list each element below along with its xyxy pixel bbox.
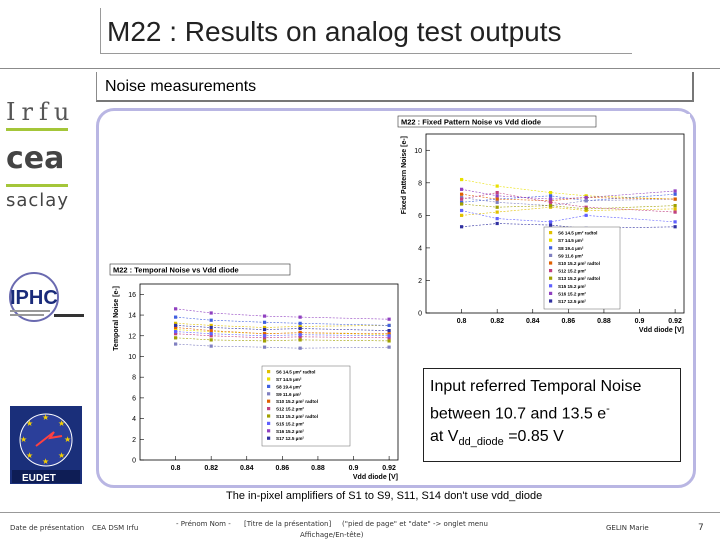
y-tick-label: 2 xyxy=(132,436,136,444)
legend-entry: S15 15.2 µm² xyxy=(558,283,586,289)
y-tick-label: 6 xyxy=(418,212,422,220)
cea-logo-mark: cea xyxy=(6,141,65,176)
data-point xyxy=(299,347,302,350)
data-point xyxy=(210,329,213,332)
x-tick-label: 0.88 xyxy=(311,465,325,472)
legend-marker xyxy=(267,429,270,432)
y-tick-label: 10 xyxy=(414,147,422,155)
logo-divider xyxy=(6,128,68,131)
data-point xyxy=(460,188,463,191)
data-point xyxy=(210,332,213,335)
callout-line-3-value: =0.85 V xyxy=(503,428,564,446)
y-tick-label: 10 xyxy=(128,353,136,361)
legend-entry: S17 12.5 µm² xyxy=(276,436,304,442)
data-point xyxy=(496,197,499,200)
data-point xyxy=(549,194,552,197)
data-point xyxy=(210,319,213,322)
data-point xyxy=(549,201,552,204)
data-point xyxy=(263,334,266,337)
data-point xyxy=(210,338,213,341)
footer-menu-hint-2: Affichage/En-tête) xyxy=(300,531,364,539)
eudet-logo-text: EUDET xyxy=(22,473,56,484)
footer-menu-hint: ("pied de page" et "date" -> onglet menu xyxy=(342,520,488,528)
temporal-noise-chart xyxy=(106,262,404,481)
data-point xyxy=(496,184,499,187)
data-point xyxy=(496,222,499,225)
legend-entry: S6 14.5 µm² radtol xyxy=(276,369,316,375)
x-axis-label: Vdd diode [V] xyxy=(352,474,398,481)
y-tick-label: 2 xyxy=(418,277,422,285)
data-point xyxy=(174,342,177,345)
svg-text:★: ★ xyxy=(42,457,50,466)
svg-text:★: ★ xyxy=(58,419,66,428)
data-point xyxy=(496,217,499,220)
legend-marker xyxy=(549,254,552,257)
iphc-logo-text: IPHC xyxy=(10,287,58,309)
footer-author: GELIN Marie xyxy=(606,524,649,532)
x-tick-label: 0.86 xyxy=(561,318,576,325)
data-point xyxy=(549,197,552,200)
data-point xyxy=(299,333,302,336)
y-tick-label: 4 xyxy=(418,245,422,253)
data-point xyxy=(460,202,463,205)
data-point xyxy=(174,316,177,319)
y-tick-label: 16 xyxy=(128,291,136,299)
data-point xyxy=(388,334,391,337)
legend-marker xyxy=(549,261,552,264)
legend-marker xyxy=(549,299,552,302)
y-tick-label: 4 xyxy=(132,416,136,424)
svg-text:★: ★ xyxy=(64,435,72,444)
x-tick-label: 0.82 xyxy=(490,318,504,325)
legend-entry: S15 15.2 µm² xyxy=(276,421,304,427)
data-point xyxy=(299,327,302,330)
legend-entry: S13 15.2 µm² radtol xyxy=(276,414,318,419)
y-axis-label: Fixed Pattern Noise [e-] xyxy=(401,136,408,215)
data-point xyxy=(388,339,391,342)
data-point xyxy=(299,322,302,325)
legend-marker xyxy=(267,385,270,388)
legend-entry: S12 15.2 µm² xyxy=(276,406,304,412)
iphc-logo xyxy=(4,270,88,324)
legend-marker xyxy=(549,231,552,234)
callout-line-3-text: at V xyxy=(430,428,459,446)
x-tick-label: 0.9 xyxy=(634,318,645,325)
callout-electron-sup: - xyxy=(606,403,610,415)
irfu-logo-text: Irfu xyxy=(6,98,76,126)
svg-text:★: ★ xyxy=(26,419,34,428)
legend-marker xyxy=(549,284,552,287)
legend-entry: S16 15.2 µm² xyxy=(276,428,304,434)
saclay-logo: saclay xyxy=(6,190,69,211)
x-tick-label: 0.92 xyxy=(668,318,682,325)
data-point xyxy=(460,193,463,196)
footer-name: - Prénom Nom - xyxy=(176,520,231,528)
footer-date: Date de présentation xyxy=(10,524,85,532)
data-point xyxy=(388,324,391,327)
data-point xyxy=(674,189,677,192)
data-point xyxy=(496,194,499,197)
data-point xyxy=(674,207,677,210)
data-point xyxy=(263,321,266,324)
legend-marker xyxy=(549,239,552,242)
x-tick-label: 0.92 xyxy=(382,465,396,472)
legend-marker xyxy=(549,277,552,280)
data-point xyxy=(496,206,499,209)
data-point xyxy=(674,220,677,223)
x-axis-label: Vdd diode [V] xyxy=(638,327,684,334)
callout-line-1: Input referred Temporal Noise xyxy=(430,378,642,395)
header-divider xyxy=(0,68,720,69)
y-tick-label: 14 xyxy=(128,312,136,320)
cea-logo xyxy=(6,140,72,176)
logo-divider xyxy=(6,184,68,187)
footnote-text: The in-pixel amplifiers of S1 to S9, S11, S14 don't use vdd_diode xyxy=(226,490,543,502)
data-point xyxy=(585,196,588,199)
legend-marker xyxy=(267,377,270,380)
x-tick-label: 0.88 xyxy=(597,318,611,325)
x-tick-label: 0.84 xyxy=(525,318,540,325)
legend-marker xyxy=(267,437,270,440)
data-point xyxy=(174,307,177,310)
legend-marker xyxy=(549,292,552,295)
data-point xyxy=(549,204,552,207)
data-point xyxy=(210,311,213,314)
irfu-logo xyxy=(6,96,76,126)
x-tick-label: 0.84 xyxy=(239,465,254,472)
data-point xyxy=(263,328,266,331)
callout-line-2-text: between 10.7 and 13.5 e xyxy=(430,405,607,423)
data-point xyxy=(674,211,677,214)
data-point xyxy=(549,191,552,194)
callout-line-2 xyxy=(430,398,680,425)
data-point xyxy=(585,199,588,202)
chart-title: M22 : Fixed Pattern Noise vs Vdd diode xyxy=(401,117,542,127)
legend-entry: S13 15.2 µm² radtol xyxy=(558,276,600,282)
y-tick-label: 0 xyxy=(132,457,136,465)
data-point xyxy=(496,201,499,204)
data-point xyxy=(299,316,302,319)
legend-marker xyxy=(267,422,270,425)
chart-title: M22 : Temporal Noise vs Vdd diode xyxy=(113,265,239,275)
legend-entry: S8 19.4 µm² xyxy=(558,245,584,251)
section-heading: Noise measurements xyxy=(96,72,694,102)
data-point xyxy=(460,209,463,212)
data-point xyxy=(460,197,463,200)
legend-entry: S7 14.5 µm² xyxy=(558,238,584,244)
data-point xyxy=(460,225,463,228)
data-point xyxy=(388,329,391,332)
data-point xyxy=(388,346,391,349)
legend-entry: S8 19.4 µm² xyxy=(276,384,302,390)
data-point xyxy=(263,339,266,342)
legend-entry: S10 15.2 µm² radtol xyxy=(276,399,318,405)
data-point xyxy=(460,178,463,181)
x-tick-label: 0.82 xyxy=(204,465,218,472)
legend-marker xyxy=(549,269,552,272)
legend-entry: S10 15.2 µm² radtol xyxy=(558,261,600,266)
svg-text:★: ★ xyxy=(26,451,34,460)
x-tick-label: 0.86 xyxy=(275,465,290,472)
callout-line-3 xyxy=(430,425,680,454)
data-point xyxy=(210,326,213,329)
data-point xyxy=(388,318,391,321)
x-tick-label: 0.8 xyxy=(456,318,467,325)
data-point xyxy=(174,324,177,327)
legend-marker xyxy=(549,246,552,249)
legend-marker xyxy=(267,392,270,395)
legend-marker xyxy=(267,400,270,403)
y-tick-label: 12 xyxy=(128,333,136,341)
fpn-chart xyxy=(394,114,690,334)
data-point xyxy=(674,193,677,196)
data-point xyxy=(585,207,588,210)
data-point xyxy=(263,346,266,349)
y-tick-label: 8 xyxy=(418,180,422,188)
data-point xyxy=(496,191,499,194)
legend-marker xyxy=(267,370,270,373)
data-point xyxy=(299,338,302,341)
callout-vdd-sub: dd_diode xyxy=(458,436,504,449)
footer-org: CEA DSM Irfu xyxy=(92,524,139,532)
svg-text:★: ★ xyxy=(20,435,28,444)
svg-text:★: ★ xyxy=(42,413,50,422)
legend-marker xyxy=(267,414,270,417)
data-point xyxy=(174,330,177,333)
data-point xyxy=(674,197,677,200)
data-point xyxy=(674,225,677,228)
legend-entry: S6 14.5 µm² radtol xyxy=(558,230,598,236)
legend-entry: S7 14.5 µm² xyxy=(276,377,302,382)
data-point xyxy=(174,336,177,339)
legend-entry: S17 12.5 µm² xyxy=(558,299,586,304)
page-number: 7 xyxy=(698,523,704,533)
data-point xyxy=(674,204,677,207)
legend-marker xyxy=(267,407,270,410)
data-point xyxy=(585,214,588,217)
legend-entry: S9 11.6 µm² xyxy=(558,253,584,259)
data-point xyxy=(496,211,499,214)
legend-entry: S12 15.2 µm² xyxy=(558,268,586,274)
footer-divider xyxy=(0,512,720,513)
x-tick-label: 0.8 xyxy=(170,465,181,472)
slide-title: M22 : Results on analog test outputs xyxy=(100,8,632,54)
y-tick-label: 0 xyxy=(418,310,422,318)
y-tick-label: 8 xyxy=(132,374,136,382)
y-axis-label: Temporal Noise [e-] xyxy=(113,286,120,351)
data-point xyxy=(549,224,552,227)
data-point xyxy=(460,214,463,217)
x-tick-label: 0.9 xyxy=(348,465,359,472)
eudet-logo xyxy=(10,406,82,484)
legend-entry: S16 15.2 µm² xyxy=(558,291,586,297)
data-point xyxy=(549,220,552,223)
y-tick-label: 6 xyxy=(132,395,136,403)
footer-presentation-title: [Titre de la présentation] xyxy=(244,520,332,528)
legend-entry: S9 11.6 µm² xyxy=(276,391,302,397)
data-point xyxy=(210,345,213,348)
data-point xyxy=(263,314,266,317)
svg-text:★: ★ xyxy=(58,451,66,460)
callout-box xyxy=(423,368,681,462)
